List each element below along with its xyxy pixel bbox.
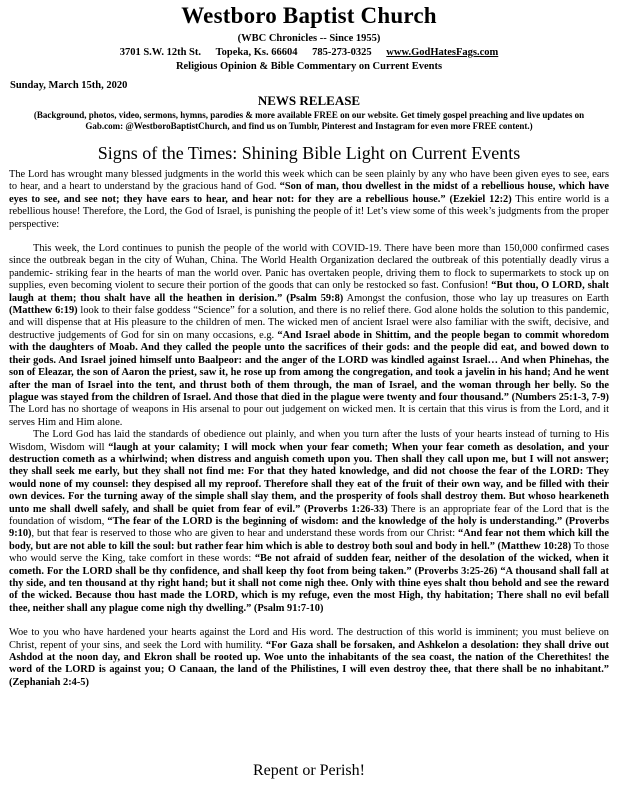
news-release-label: NEWS RELEASE xyxy=(257,93,361,108)
text-run: There is an appropriate fear of the Lord that is the foundation of wisdom, xyxy=(9,503,609,527)
scripture-quote: “The fear of the LORD is the beginning of wisdom: and the knowledge of the holy is understanding.” (Proverbs 9:10) xyxy=(9,515,609,540)
paragraph-intro xyxy=(9,169,609,231)
text-run: This entire world is a rebellious house! Therefore, the Lord, the God of Israel, is punishing the people of it! Let’s view some of this week’s judgments from the proper perspective: xyxy=(9,193,609,230)
text-run: The Lord has wrought many blessed judgments in the world this week which can be seen plainly by any who have been given eyes to see, ears to hear, and a heart to understand by the gracious hand of God. xyxy=(9,169,609,193)
text-run: The Lord God has laid the standards of obedience out plainly, and when you turn after the lusts of your hearts instead of turning to His Wisdom, Wisdom will xyxy=(9,429,609,453)
scripture-ref: (Matthew 6:19) xyxy=(9,305,78,317)
phone-number: 785-273-0325 xyxy=(312,47,372,58)
text-run: Woe to you who have hardened your hearts against the Lord and His word. The destruction of this world is imminent; you must believe on Christ, repent of your sins, and seek the Lord with humility. xyxy=(9,627,609,651)
headline: Signs of the Times: Shining Bible Light on Current Events xyxy=(97,143,521,163)
scripture-quote: “But thou, O LORD, shalt laugh at them; thou shalt have all the heathen in derision.” (Psalm 59:8) xyxy=(9,280,609,304)
release-date: Sunday, March 15th, 2020 xyxy=(10,80,128,91)
paragraph-covid xyxy=(9,243,609,429)
text-run: look to their false goddess “Science” for a solution, and there is no relief there. God alone holds the solution to this pandemic, and will dispense that at His pleasure to the children of men. The wicked men of ancient Israel were also familiar with the swift, decisive, and destructive judgements of God for sin on many occasions, e.g. xyxy=(9,305,609,341)
article-body xyxy=(9,169,609,689)
scripture-quote: “And fear not them which kill the body, but are not able to kill the soul: but rather fear him which is able to destroy both soul and body in hell.” (Matthew 10:28) xyxy=(9,528,609,552)
scripture-quote: “laugh at your calamity; I will mock when your fear cometh; When your fear cometh as desolation, and your destruction cometh as a whirlwind; when distress and anguish cometh upon you. Then shall they call upon me, but I will not answer; they shall seek me early, but they shall not find me: For that they hated knowledge, and did not choose the fear of the LORD: They would none of my counsel: they despised all my reproof. Therefore shall they eat of the fruit of their own way, and be filled with their own devices. For the turning away of the simple shall slay them, and the prosperity of fools shall destroy them. But whoso hearkeneth unto me shall dwell safely, and shall be quiet from fear of evil.” (Proverbs 1:26-33) xyxy=(9,441,609,515)
text-run: This week, the Lord continues to punish the people of the world with COVID-19. There have been more than 150,000 confirmed cases since the outbreak began in the city of Wuhan, China. The World Health Organization declared the outbreak of this potentially deadly virus a pandemic- striking fear in the hearts of man the world over. Panic has overtaken people, driving them to flock to supermarkets to stock up on supplies, even becoming violent to secure their portion of the goods that can only be restocked so fast. Confusion! xyxy=(9,243,609,292)
text-run: The Lord has no shortage of weapons in His arsenal to pour out judgement on wicked men. It is certain that this virus is from the Lord, and it serves Him and Him alone. xyxy=(9,404,609,428)
scripture-quote: “And Israel abode in Shittim, and the people began to commit whoredom with the daughters of Moab. And they called the people unto the sacrifices of their gods: and the people did eat, and bowed down to their gods. And Israel joined himself unto Baalpeor: and the anger of the LORD was kindled against Israel… And when Phinehas, the son of Eleazar, the son of Aaron the priest, saw it, he rose up from among the congregation, and took a javelin in his hand; And he went after the man of Israel into the tent, and thrust both of them through, the man of Israel, and the woman through her belly. So the plague was stayed from the children of Israel. And those that died in the plague were twenty and four thousand.” (Numbers 25:1-3, 7-9) xyxy=(9,329,609,403)
text-run: Amongst the confusion, those who lay up treasures on Earth xyxy=(343,292,609,304)
footer-slogan: Repent or Perish! xyxy=(253,762,365,779)
church-title: Westboro Baptist Church xyxy=(181,3,437,28)
scripture-quote: “Be not afraid of sudden fear, neither of the desolation of the wicked, when it cometh. For the LORD shall be thy confidence, and shall keep thy foot from being taken.” (Proverbs 3:25-26) “A thousand shall fall at thy side, and ten thousand at thy right hand; but it shall not come nigh thee. Only with thine eyes shalt thou behold and see the reward of the wicked. Because thou hast made the LORD, which is my refuge, even the most High, thy habitation; There shall no evil befall thee, neither shall any plague come nigh thy dwelling.” (Psalm 91:7-10) xyxy=(9,553,609,614)
tagline: Religious Opinion & Bible Commentary on Current Events xyxy=(175,61,443,72)
street-address: 3701 S.W. 12th St. xyxy=(119,47,202,58)
text-run: To those who would serve the King, take comfort in these words: xyxy=(9,540,609,565)
content-notice: (Background, photos, video, sermons, hymns, parodies & more available FREE on our website. Get timely gospel preaching and live updates on Gab.com: @WestboroBaptistChurch, and find us on Tumblr, Pinterest and Instagram for even more FREE content.) xyxy=(33,110,585,131)
website-link[interactable]: www.GodHatesFags.com xyxy=(386,47,499,58)
chronicles-subtitle: (WBC Chronicles -- Since 1955) xyxy=(237,33,381,44)
text-run: , but that fear is reserved to those who are given to hear and understand these words from our Christ: xyxy=(31,528,459,540)
paragraph-woe xyxy=(9,627,609,689)
scripture-quote: “For Gaza shall be forsaken, and Ashkelon a desolation: they shall drive out Ashdod at the noon day, and Ekron shall be rooted up. Woe unto the inhabitants of the sea coast, the nation of the Cherethites! the word of the LORD is against you; O Canaan, the land of the Philistines, I will even destroy thee, that there shall be no inhabitant.” (Zephaniah 2:4-5) xyxy=(9,639,609,688)
scripture-quote: “Son of man, thou dwellest in the midst of a rebellious house, which have eyes to see, and see not; they have ears to hear, and hear not: for they are a rebellious house.” (Ezekiel 12:2) xyxy=(9,181,609,205)
contact-line xyxy=(0,47,618,58)
city-address: Topeka, Ks. 66604 xyxy=(215,47,298,58)
paragraph-wisdom xyxy=(9,429,609,615)
